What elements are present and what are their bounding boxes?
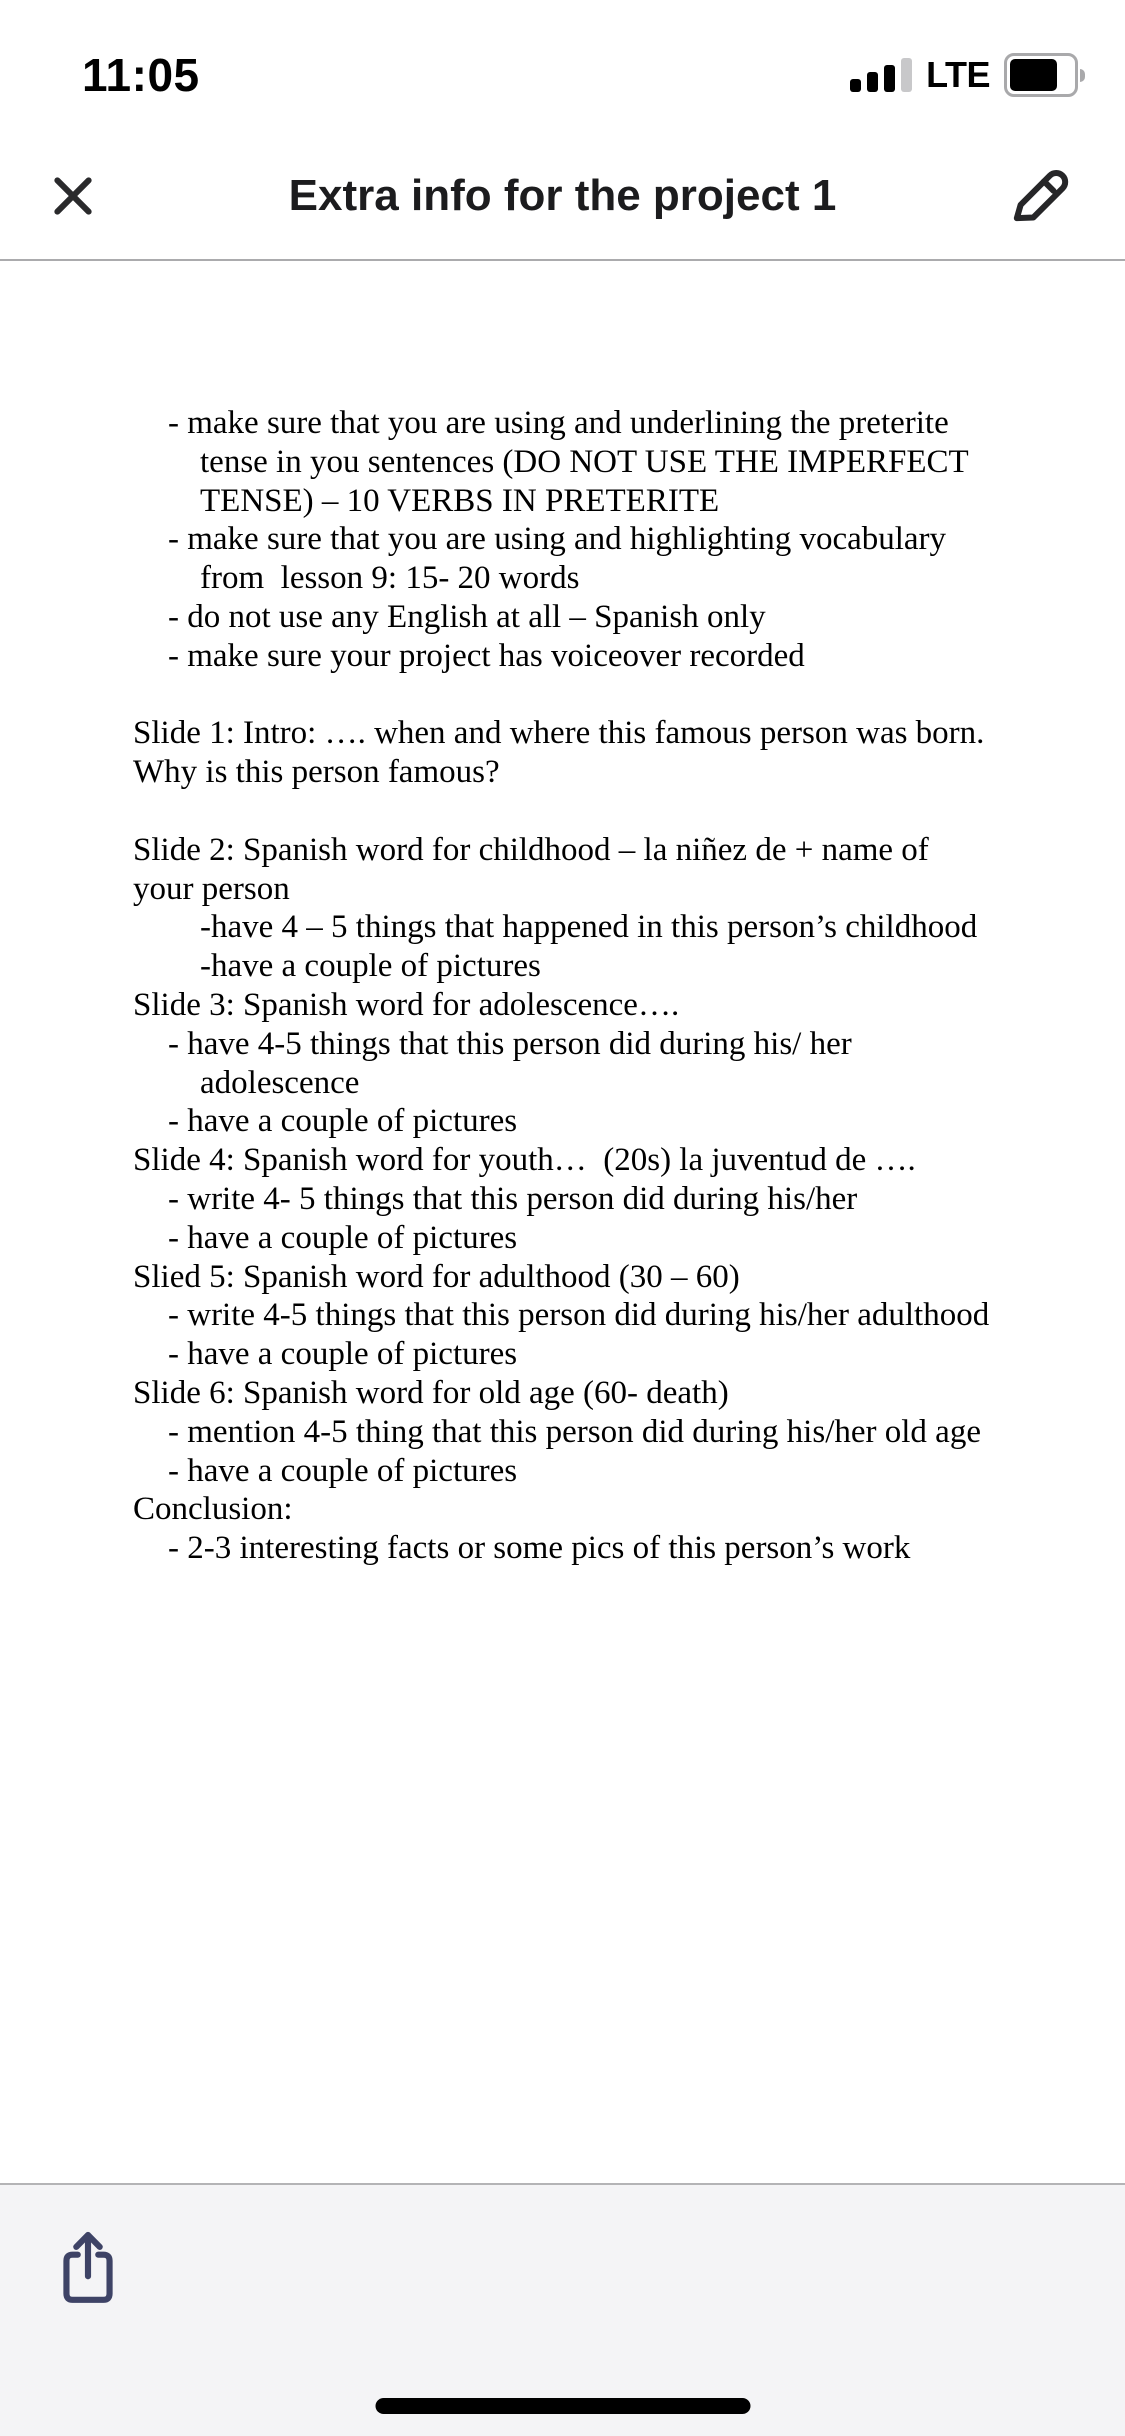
status-bar — [0, 0, 1125, 132]
share-up-arrow-icon — [60, 2228, 116, 2306]
document-line: Slide 4: Spanish word for youth… (20s) la juventud de …. — [133, 1142, 916, 1179]
document-line: from lesson 9: 15- 20 words — [200, 560, 580, 597]
close-button[interactable] — [48, 171, 98, 221]
status-time: 11:05 — [82, 49, 200, 101]
document-line: Slide 1: Intro: …. when and where this famous person was born. — [133, 715, 985, 752]
document-line: Conclusion: — [133, 1491, 293, 1528]
document-line: adolescence — [200, 1064, 360, 1101]
pencil-icon — [1001, 158, 1077, 234]
home-indicator[interactable] — [375, 2398, 750, 2414]
document-line — [133, 676, 1095, 715]
document-line: Why is this person famous? — [133, 754, 500, 791]
document-line: your person — [133, 870, 290, 907]
document-line: - make sure that you are using and highlighting vocabulary — [168, 521, 947, 558]
document-line: Slide 6: Spanish word for old age (60- death) — [133, 1374, 729, 1411]
document-line: - mention 4-5 thing that this person did during his/her old age — [168, 1413, 981, 1450]
document-line: - have 4-5 things that this person did during his/ her — [168, 1025, 852, 1062]
document-line: - make sure your project has voiceover recorded — [168, 637, 805, 674]
share-button[interactable] — [56, 2225, 120, 2309]
network-type-label: LTE — [926, 54, 990, 95]
cellular-signal-icon — [850, 58, 912, 92]
status-right-cluster — [850, 53, 1085, 97]
document-text — [133, 404, 1095, 1568]
document-line: - have a couple of pictures — [168, 1452, 518, 1489]
document-line: - have a couple of pictures — [168, 1103, 518, 1140]
document-line: Slide 3: Spanish word for adolescence…. — [133, 986, 680, 1023]
document-line: - 2-3 interesting facts or some pics of this person’s work — [168, 1530, 911, 1567]
document-line: - have a couple of pictures — [168, 1219, 518, 1256]
document-line: -have 4 – 5 things that happened in this person’s childhood — [200, 909, 978, 946]
nav-bar — [0, 132, 1125, 260]
document-line: - write 4- 5 things that this person did during his/her — [168, 1180, 858, 1217]
battery-icon — [1004, 53, 1085, 97]
document-line: TENSE) – 10 VERBS IN PRETERITE — [200, 482, 720, 519]
edit-button[interactable] — [1001, 158, 1077, 234]
document-line: - do not use any English at all – Spanish only — [168, 598, 766, 635]
x-close-icon — [48, 171, 98, 221]
document-line: -have a couple of pictures — [200, 948, 541, 985]
battery-fill — [1010, 59, 1057, 91]
document-line — [133, 792, 1095, 831]
document-line: Slied 5: Spanish word for adulthood (30 – 60) — [133, 1258, 740, 1295]
document-line: - have a couple of pictures — [168, 1336, 518, 1373]
page-title: Extra info for the project 1 — [288, 171, 837, 220]
document-line: - make sure that you are using and underlining the preterite — [168, 405, 949, 441]
document-view[interactable] — [0, 261, 1125, 2183]
document-line: tense in you sentences (DO NOT USE THE IMPERFECT — [200, 443, 969, 480]
document-line: - write 4-5 things that this person did during his/her adulthood — [168, 1297, 990, 1334]
document-line: Slide 2: Spanish word for childhood – la niñez de + name of — [133, 831, 929, 868]
